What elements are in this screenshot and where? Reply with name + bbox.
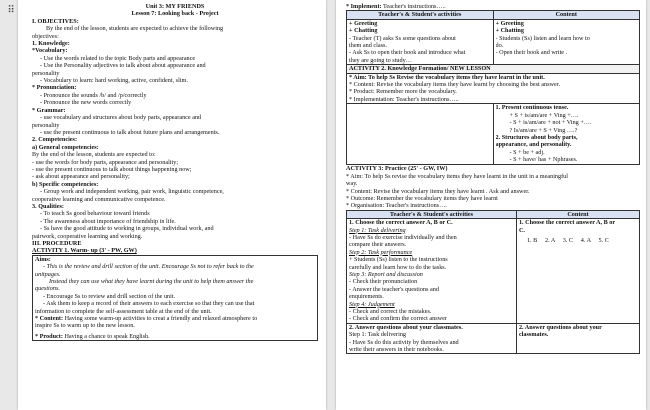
step-label: Step 3: Report and discussion	[349, 270, 423, 278]
objectives-intro: By the end of the lesson, students are expected to achieve the following	[46, 25, 224, 33]
task-heading: 2. Answer questions about your	[518, 323, 602, 331]
pron-item: - Pronounce the sounds /b/ and /p/correctly	[40, 91, 147, 99]
specific-item: - Group work and independent working, pair work, linguistic competence,	[40, 188, 224, 196]
activity-2-heading: ACTIVITY 2. Knowledge Formation/ NEW LESSON	[349, 65, 491, 73]
activity-line: - Teacher (T) asks Ss some questions about	[349, 34, 456, 42]
grammar-item: - use vocabulary and structures about body parts, appearance and	[40, 114, 202, 122]
grammar-formula: ? Is/am/are + S + Ving ….?	[509, 126, 578, 134]
activity-2-details	[347, 73, 640, 104]
aims-label: Aims:	[35, 255, 51, 263]
aims-item: - Encourage Ss to review and drill section of the unit.	[43, 292, 176, 300]
activity-line: + Greeting	[349, 19, 378, 27]
aims-item: - Ask them to keep a record of their answers to each exercise so that they can use that	[43, 300, 255, 308]
content-line: - Students (Ss) listen and learn how to	[495, 34, 590, 42]
activity-2-block	[347, 65, 640, 73]
activity-line: - Ask Ss to open their book and introduce what	[349, 49, 466, 57]
structure-heading: appearance, and personality.	[495, 141, 572, 149]
product-label: * Product:	[35, 332, 63, 340]
activities-cell	[347, 19, 494, 64]
unit-title: Unit 3: MY FRIENDS	[145, 3, 205, 10]
pronunciation-heading: * Pronunciation:	[32, 84, 77, 92]
product-text: Having a chance to speak English.	[62, 332, 150, 340]
activity-2-aim: * Aim: To help Ss Revise the vocabulary items they have learnt in the unit.	[349, 73, 545, 81]
aims-item-cont: unitpages.	[35, 270, 61, 278]
grid-icon[interactable]: ⠿	[7, 5, 15, 16]
grammar-formula: + S + is/am/are + Ving +….	[509, 111, 579, 119]
content-cell	[516, 219, 639, 324]
activity-2-content: * Content: Revise the vocabulary items they have learnt by choosing the best answer.	[349, 81, 561, 89]
activity-3-outcome: * Outcome: Remember the vocabulary items they have learnt	[346, 194, 498, 202]
activity-3-heading: ACTIVITY 3: Practice (25' - GW, IW)	[346, 165, 448, 173]
qualities-heading: 3. Qualities:	[32, 202, 64, 210]
activity-1-table	[346, 10, 640, 165]
general-competencies-heading: a) General competencies:	[32, 143, 99, 151]
content-cell	[516, 323, 639, 354]
general-item: - ask about appearance and personality;	[32, 173, 130, 181]
content-cell	[493, 19, 640, 64]
vocab-item: - Vocabulary to learn: hard working, active, confident, slim.	[40, 77, 188, 85]
structure-formula: - S + be + adj.	[509, 148, 545, 156]
vocab-item: - Use the words related to the topic Body parts and appearance	[40, 54, 196, 62]
implement-label: * Implement:	[346, 3, 382, 10]
activity-3-content: * Content: Revise the vocabulary items they have learnt . Ask and answer.	[346, 187, 530, 195]
procedure-heading: III. PROCEDURE	[32, 240, 82, 247]
quality-item: - To teach Ss good behaviour toward friends	[40, 210, 150, 218]
step-line: - Check their pronunciation	[349, 278, 418, 286]
step-label: Step 1: Task delivering	[349, 226, 406, 234]
activity-2-product: * Product: Remember more the vocabulary.	[349, 88, 457, 96]
quality-item: - The awareness about importance of friendship in life.	[40, 217, 176, 225]
content-line: + Chatting	[495, 27, 524, 35]
implement-line	[346, 3, 640, 10]
task-heading: 2. Answer questions about your classmates.	[349, 323, 463, 331]
task-heading: 1. Choose the correct answer A, B or C.	[349, 219, 453, 227]
step-line: compare their answers.	[349, 241, 407, 249]
activity-2-implementation: * Implementation: Teacher's instructions…..	[349, 95, 459, 103]
specific-item-cont: cooperative learning and communicative competence.	[32, 195, 166, 203]
task-heading: C.	[518, 226, 525, 234]
activity-1-heading: ACTIVITY 1. Warm- up (3' - PW, GW)	[32, 247, 137, 255]
grammar-heading: 1. Present continuous tense.	[495, 104, 569, 112]
step-line: write their answers in their notebooks.	[349, 346, 444, 354]
aims-item-cont: information to complete the self-assessment table at the end of the unit.	[35, 307, 212, 315]
content-text: Having some warm-up activities to creat a friendly and relaxed atmosphere to	[63, 315, 258, 323]
step-line: enquirements.	[349, 293, 384, 301]
answer-key: 1. B 2. A 3. C 4. A 5. C	[526, 236, 609, 244]
column-header-activities: Teacher's & Student's activities	[347, 11, 494, 19]
activity-3-organisation: * Organisation: Teacher's instructions….	[346, 202, 447, 210]
aims-item: - This is the review and drill section of the unit. Encourage Ss not to refer back to the	[43, 263, 254, 271]
step-line: - Answer the teacher's questions and	[349, 285, 439, 293]
activity-line: they are going to study…	[349, 56, 412, 64]
activity-3-aim-cont: way.	[346, 180, 358, 188]
activity-3-table	[346, 210, 640, 355]
content-line: do.	[495, 42, 504, 50]
document-page-right	[336, 0, 646, 410]
activities-cell	[347, 323, 517, 354]
activity-3-aim: * Aim: To help Ss revise the vocabulary items they have learnt in the unit in a meaningful	[346, 172, 568, 180]
structure-heading: 2. Structures about body parts,	[495, 133, 578, 141]
activity-line: + Chatting	[349, 27, 378, 35]
specific-competencies-heading: b) Specific competencies:	[32, 180, 99, 188]
content-label: * Content:	[35, 315, 64, 323]
quality-item-cont: pairwork, cooperative learning and working.	[32, 232, 143, 240]
step-line: - Check and correct the mistakes.	[349, 308, 432, 315]
column-header-content: Content	[493, 11, 640, 19]
grammar-formula: - S + is/am/are + not + Ving +….	[509, 119, 592, 127]
content-cell	[493, 104, 640, 165]
content-line: - Open their book and write .	[495, 49, 568, 57]
step-label: Step 4: Judgement	[349, 300, 395, 308]
document-page-left	[18, 0, 326, 410]
task-heading: 1. Choose the correct answer A, B or	[518, 219, 616, 227]
vocab-item: - Use the Personality adjectives to talk about about appearance and	[40, 62, 206, 70]
pron-item: - Pronounce the new words correctly	[40, 99, 132, 107]
grammar-item: - use the present continuous to talk about future plans and arrangements.	[40, 128, 220, 136]
structure-formula: - S + have/ has + Nphrases.	[509, 156, 578, 164]
activity-1-box	[32, 255, 318, 341]
competencies-heading: 2. Competencies:	[32, 136, 78, 144]
objectives-intro-cont: objectives:	[32, 32, 59, 40]
content-text-cont: inspire Ss to warm up to the new lesson.	[35, 322, 135, 330]
step-line: + Students (Ss) listen to the instructions	[349, 256, 448, 264]
step-line: - Have Ss do exercise individually and then	[349, 233, 457, 241]
vocab-item-cont: personality	[32, 69, 60, 77]
general-item: - use the words for body parts, appearance and personality;	[32, 158, 179, 166]
step-line: - Check and confirm the correct answer	[349, 315, 447, 323]
objectives-heading: I. OBJECTIVES:	[32, 17, 79, 25]
activities-cell	[347, 104, 494, 165]
general-intro: By the end of the lesson, students are expected to:	[32, 151, 156, 159]
step-line: - Have Ss do this activity by themselves and	[349, 338, 459, 346]
content-line: + Greeting	[495, 19, 524, 27]
content-line	[35, 315, 315, 322]
product-line	[35, 333, 315, 340]
aims-item: Instead they can use what they have learnt during the unit to help them answer the	[49, 278, 254, 286]
column-header-activities: Teacher's & Student's activities	[347, 210, 517, 218]
column-header-content: Content	[516, 210, 639, 218]
task-heading: classmates.	[518, 331, 549, 339]
step-label: Step 1: Task delivering	[349, 331, 407, 339]
quality-item: - Ss have the good attitude to working in groups, individual work, and	[40, 225, 214, 233]
activities-cell	[347, 219, 517, 324]
aims-item-cont: questions.	[35, 285, 60, 293]
implement-text: Teacher's instructions…..	[381, 3, 446, 10]
general-item: - use the present continuous to talk about things happening now;	[32, 165, 192, 173]
grammar-heading: * Grammar:	[32, 106, 66, 114]
activity-line: them and class.	[349, 42, 387, 50]
vocabulary-heading: *Vocabulary:	[32, 47, 68, 55]
lesson-title: Lesson 7: Looking back - Project	[131, 10, 219, 18]
knowledge-heading: 1. Knowledge:	[32, 40, 70, 48]
step-label: Step 2: Task performance	[349, 248, 413, 256]
grammar-item-cont: personality	[32, 121, 60, 129]
step-line: carefully and learn how to do the tasks.	[349, 263, 447, 271]
